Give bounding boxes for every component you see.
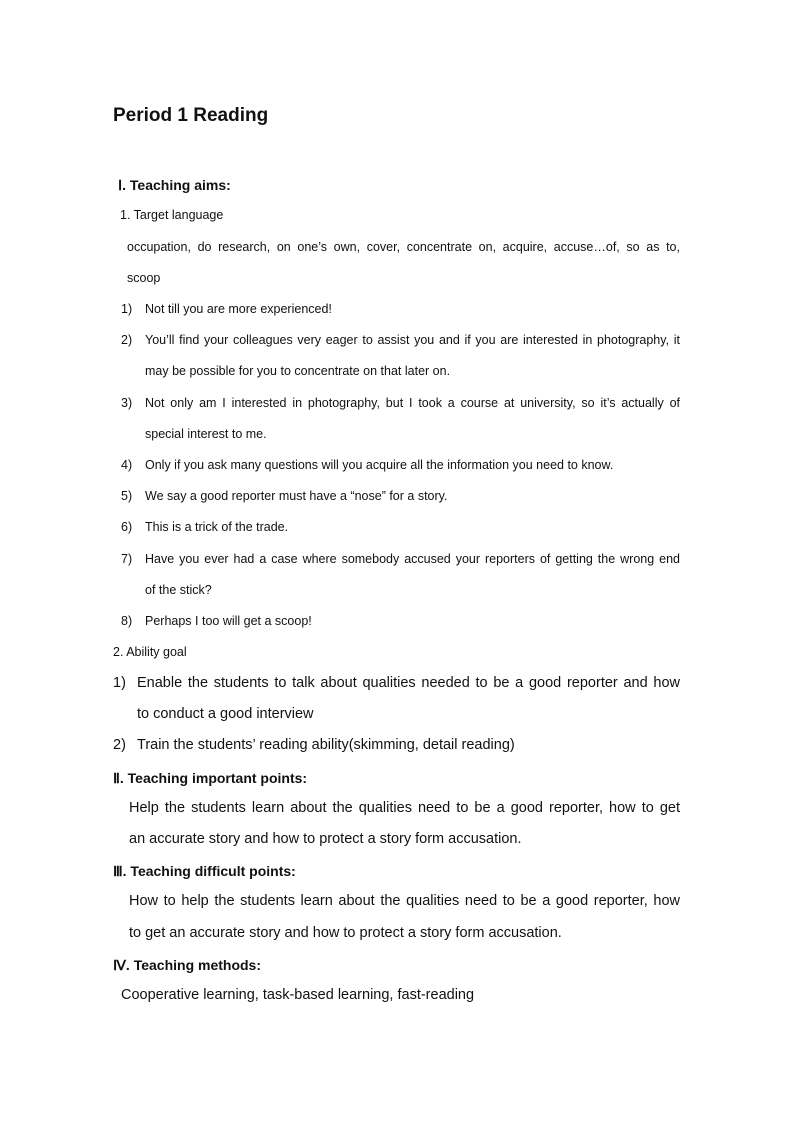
sentence-text-continued: of the stick? bbox=[145, 583, 212, 597]
teaching-methods-line: Cooperative learning, task-based learning, fast-reading bbox=[121, 987, 475, 1003]
sentence-number: 6) bbox=[121, 520, 133, 534]
ability-item-text: Enable the students to talk about qualities needed to be a good reporter and how bbox=[137, 675, 680, 691]
vocabulary-line-2: scoop bbox=[127, 271, 161, 285]
teaching-aims-heading: Ⅰ. Teaching aims: bbox=[118, 177, 231, 193]
sentence-text-continued: may be possible for you to concentrate on that later on. bbox=[145, 364, 451, 378]
sentence-text: You’ll find your colleagues very eager to assist you and if you are interested in photography, it bbox=[145, 333, 680, 347]
ability-item-number: 1) bbox=[113, 675, 126, 691]
sentence-text: We say a good reporter must have a “nose” for a story. bbox=[145, 489, 448, 503]
ability-goal-heading: 2. Ability goal bbox=[113, 645, 187, 659]
sentence-number: 8) bbox=[121, 614, 133, 628]
important-points-line-2: an accurate story and how to protect a story form accusation. bbox=[129, 831, 522, 847]
important-points-heading: Ⅱ. Teaching important points: bbox=[113, 770, 308, 786]
sentence-number: 7) bbox=[121, 552, 133, 566]
ability-item-text-continued: to conduct a good interview bbox=[137, 706, 314, 722]
sentence-text: Only if you ask many questions will you acquire all the information you need to know. bbox=[145, 458, 614, 472]
sentence-text: Not only am I interested in photography, but I took a course at university, so it’s actually of bbox=[145, 396, 680, 410]
sentence-number: 4) bbox=[121, 458, 133, 472]
ability-item-number: 2) bbox=[113, 737, 126, 753]
ability-item-text: Train the students’ reading ability(skimming, detail reading) bbox=[137, 737, 515, 753]
sentence-text-continued: special interest to me. bbox=[145, 427, 267, 441]
target-language-heading: 1. Target language bbox=[120, 208, 224, 222]
sentence-text: Not till you are more experienced! bbox=[145, 302, 332, 316]
difficult-points-heading: Ⅲ. Teaching difficult points: bbox=[113, 863, 296, 879]
page-title: Period 1 Reading bbox=[113, 105, 269, 126]
sentence-text: Have you ever had a case where somebody accused your reporters of getting the wrong end bbox=[145, 552, 680, 566]
difficult-points-line-1: How to help the students learn about the qualities need to be a good reporter, how bbox=[129, 893, 680, 909]
sentence-number: 5) bbox=[121, 489, 133, 503]
vocabulary-line-1: occupation, do research, on one’s own, cover, concentrate on, acquire, accuse…of, so as to, bbox=[127, 240, 680, 254]
sentence-number: 1) bbox=[121, 302, 133, 316]
difficult-points-line-2: to get an accurate story and how to protect a story form accusation. bbox=[129, 925, 562, 941]
sentence-text: Perhaps I too will get a scoop! bbox=[145, 614, 312, 628]
sentence-number: 2) bbox=[121, 333, 133, 347]
important-points-line-1: Help the students learn about the qualities need to be a good reporter, how to get bbox=[129, 800, 680, 816]
sentence-text: This is a trick of the trade. bbox=[145, 520, 289, 534]
teaching-methods-heading: Ⅳ. Teaching methods: bbox=[113, 957, 262, 973]
sentence-number: 3) bbox=[121, 396, 133, 410]
